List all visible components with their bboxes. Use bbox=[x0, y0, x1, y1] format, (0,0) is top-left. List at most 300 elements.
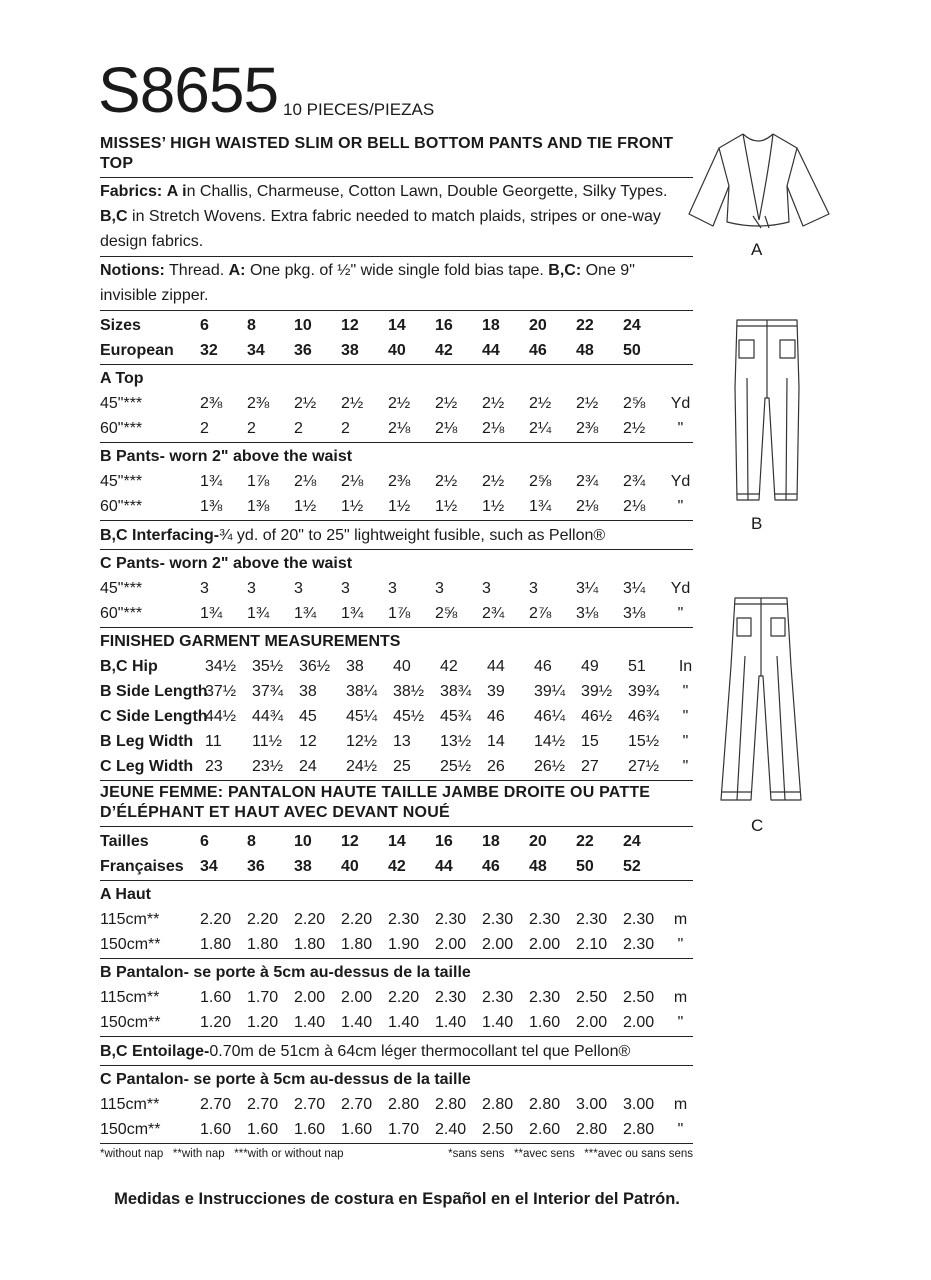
b-pantalon-section bbox=[100, 959, 693, 1037]
footnote-french: *sans sens **avec sens ***avec ou sans sens bbox=[448, 1148, 693, 1160]
value-cell: 2.00 bbox=[623, 1013, 655, 1031]
unit-cell: " bbox=[682, 732, 689, 750]
value-cell: 1.40 bbox=[294, 1013, 326, 1031]
width-label: 150cm** bbox=[100, 1120, 161, 1138]
metric-row bbox=[100, 932, 693, 957]
value-cell: 2.00 bbox=[341, 988, 373, 1006]
size-cell: 36 bbox=[294, 341, 312, 359]
value-cell: 15 bbox=[581, 732, 599, 750]
size-cell: 8 bbox=[247, 316, 256, 334]
size-cell: 10 bbox=[294, 316, 312, 334]
entoilage-text: 0.70m de 51cm à 64cm léger thermocollant tel que Pellon® bbox=[209, 1042, 631, 1060]
interfacing-key: B,C Interfacing- bbox=[100, 526, 220, 544]
value-cell: 2.70 bbox=[294, 1095, 326, 1113]
value-cell: 34½ bbox=[205, 657, 237, 675]
value-cell: 3⅛ bbox=[576, 604, 599, 622]
unit-cell: Yd bbox=[670, 579, 691, 597]
section-title: B Pantalon- se porte à 5cm au-dessus de la taille bbox=[100, 964, 471, 981]
a-haut-section bbox=[100, 881, 693, 959]
value-cell: 1.40 bbox=[482, 1013, 514, 1031]
entoilage-row bbox=[100, 1039, 693, 1064]
sizes-label: Sizes bbox=[100, 316, 141, 334]
yardage-row bbox=[100, 576, 693, 601]
value-cell: 35½ bbox=[252, 657, 284, 675]
section-title: B Pants- worn 2" above the waist bbox=[100, 448, 353, 465]
value-cell: 1¾ bbox=[200, 472, 223, 490]
value-cell: 1¾ bbox=[294, 604, 317, 622]
value-cell: 2½ bbox=[482, 472, 505, 490]
value-cell: 49 bbox=[581, 657, 599, 675]
value-cell: 45¾ bbox=[440, 707, 472, 725]
value-cell: 2.80 bbox=[529, 1095, 561, 1113]
section-title: C Pants- worn 2" above the waist bbox=[100, 555, 353, 572]
metric-row bbox=[100, 1092, 693, 1117]
title-french: JEUNE FEMME: PANTALON HAUTE TAILLE JAMBE DROITE OU PATTE D’ÉLÉPHANT ET HAUT AVEC DEVANT NOUÉ bbox=[100, 781, 693, 827]
interfacing-row bbox=[100, 523, 693, 548]
value-cell: 2¾ bbox=[576, 472, 599, 490]
unit-cell: Yd bbox=[670, 472, 691, 490]
size-cell: 46 bbox=[529, 341, 547, 359]
value-cell: 15½ bbox=[628, 732, 660, 750]
value-cell: 2½ bbox=[435, 472, 458, 490]
size-cell: 16 bbox=[435, 832, 453, 850]
value-cell: 38 bbox=[346, 657, 364, 675]
value-cell: 2.00 bbox=[576, 1013, 608, 1031]
unit-cell: " bbox=[677, 419, 684, 437]
unit-cell: m bbox=[673, 988, 688, 1006]
value-cell: 27 bbox=[581, 757, 599, 775]
width-label: 60"*** bbox=[100, 497, 143, 515]
notions-text-2: One pkg. of ½" wide single fold bias tape. bbox=[245, 262, 549, 279]
pieces-count: 10 PIECES/PIEZAS bbox=[283, 100, 435, 119]
value-cell: 3 bbox=[388, 579, 397, 597]
bc-interfacing-section bbox=[100, 521, 693, 550]
value-cell: 25½ bbox=[440, 757, 472, 775]
size-cell: 22 bbox=[576, 316, 594, 334]
value-cell: 3.00 bbox=[623, 1095, 655, 1113]
value-cell: 1½ bbox=[294, 497, 317, 515]
value-cell: 3 bbox=[294, 579, 303, 597]
value-cell: 1.40 bbox=[435, 1013, 467, 1031]
measurement-row bbox=[100, 729, 693, 754]
value-cell: 2⅛ bbox=[294, 472, 317, 490]
b-pants-section bbox=[100, 443, 693, 521]
value-cell: 1.80 bbox=[294, 935, 326, 953]
width-label: 150cm** bbox=[100, 935, 161, 953]
value-cell: 2⅜ bbox=[576, 419, 599, 437]
size-cell: 24 bbox=[623, 316, 641, 334]
size-cell: 20 bbox=[529, 316, 547, 334]
value-cell: 39¾ bbox=[628, 682, 660, 700]
size-cell: 52 bbox=[623, 857, 641, 875]
value-cell: 2.80 bbox=[482, 1095, 514, 1113]
value-cell: 12½ bbox=[346, 732, 378, 750]
notions-a-key: A: bbox=[228, 262, 246, 279]
notions-label: Notions: bbox=[100, 262, 165, 279]
value-cell: 1.20 bbox=[247, 1013, 279, 1031]
sizes-english bbox=[100, 311, 693, 365]
value-cell: 1⅞ bbox=[388, 604, 411, 622]
value-cell: 1.60 bbox=[294, 1120, 326, 1138]
value-cell: 38½ bbox=[393, 682, 425, 700]
value-cell: 1.70 bbox=[247, 988, 279, 1006]
view-b-label: B bbox=[751, 514, 763, 533]
value-cell: 1.60 bbox=[341, 1120, 373, 1138]
size-cell: 38 bbox=[341, 341, 359, 359]
yardage-row bbox=[100, 494, 693, 519]
value-cell: 1¾ bbox=[247, 604, 270, 622]
value-cell: 13 bbox=[393, 732, 411, 750]
value-cell: 1.70 bbox=[388, 1120, 420, 1138]
size-cell: 14 bbox=[388, 832, 406, 850]
value-cell: 3 bbox=[341, 579, 350, 597]
value-cell: 46½ bbox=[581, 707, 613, 725]
value-cell: 2⅛ bbox=[435, 419, 458, 437]
value-cell: 11½ bbox=[252, 732, 282, 750]
value-cell: 44½ bbox=[205, 707, 237, 725]
measurement-row bbox=[100, 704, 693, 729]
size-cell: 16 bbox=[435, 316, 453, 334]
value-cell: 1.60 bbox=[529, 1013, 561, 1031]
value-cell: 39¼ bbox=[534, 682, 566, 700]
value-cell: 1.60 bbox=[247, 1120, 279, 1138]
metric-row bbox=[100, 1117, 693, 1142]
value-cell: 2.30 bbox=[529, 988, 561, 1006]
bc-entoilage-section bbox=[100, 1037, 693, 1066]
pattern-envelope-back bbox=[100, 134, 693, 1160]
value-cell: 12 bbox=[299, 732, 317, 750]
value-cell: 40 bbox=[393, 657, 411, 675]
measurement-label: B Leg Width bbox=[100, 732, 194, 750]
value-cell: 2.60 bbox=[529, 1120, 561, 1138]
unit-cell: " bbox=[682, 757, 689, 775]
spanish-instructions-note: Medidas e Instrucciones de costura en Español en el Interior del Patrón. bbox=[114, 1190, 680, 1208]
a-top-section bbox=[100, 365, 693, 443]
value-cell: 23½ bbox=[252, 757, 284, 775]
value-cell: 2 bbox=[294, 419, 303, 437]
value-cell: 2.50 bbox=[576, 988, 608, 1006]
value-cell: 2.20 bbox=[294, 910, 326, 928]
size-cell: 10 bbox=[294, 832, 312, 850]
section-title: A Top bbox=[100, 370, 144, 387]
unit-cell: " bbox=[682, 707, 689, 725]
value-cell: 11 bbox=[205, 732, 222, 750]
value-cell: 3 bbox=[482, 579, 491, 597]
sizes-row bbox=[100, 313, 693, 338]
title-english: MISSES’ HIGH WAISTED SLIM OR BELL BOTTOM PANTS AND TIE FRONT TOP bbox=[100, 134, 693, 178]
value-cell: 2.20 bbox=[388, 988, 420, 1006]
fabrics-a-key: A i bbox=[166, 183, 187, 200]
c-pants-section bbox=[100, 550, 693, 628]
value-cell: 2.00 bbox=[482, 935, 514, 953]
size-cell: 14 bbox=[388, 316, 406, 334]
metric-row bbox=[100, 1010, 693, 1035]
value-cell: 2 bbox=[247, 419, 256, 437]
size-cell: 42 bbox=[388, 857, 406, 875]
value-cell: 2⅜ bbox=[200, 394, 223, 412]
size-cell: 36 bbox=[247, 857, 265, 875]
size-cell: 44 bbox=[482, 341, 500, 359]
width-label: 115cm** bbox=[100, 1095, 160, 1113]
size-cell: 18 bbox=[482, 316, 500, 334]
value-cell: 2½ bbox=[623, 419, 646, 437]
value-cell: 2¼ bbox=[529, 419, 552, 437]
value-cell: 2⅛ bbox=[623, 497, 646, 515]
value-cell: 39½ bbox=[581, 682, 613, 700]
fabrics-paragraph bbox=[100, 178, 693, 257]
francaises-row bbox=[100, 854, 693, 879]
value-cell: 39 bbox=[487, 682, 505, 700]
value-cell: 46¼ bbox=[534, 707, 566, 725]
value-cell: 1.20 bbox=[200, 1013, 232, 1031]
measurement-label: B,C Hip bbox=[100, 657, 158, 675]
tailles-row bbox=[100, 829, 693, 854]
value-cell: 23 bbox=[205, 757, 223, 775]
size-cell: 38 bbox=[294, 857, 312, 875]
yardage-row bbox=[100, 416, 693, 441]
value-cell: 2.30 bbox=[529, 910, 561, 928]
size-cell: 6 bbox=[200, 316, 209, 334]
c-pantalon-section bbox=[100, 1066, 693, 1144]
value-cell: 2.80 bbox=[388, 1095, 420, 1113]
value-cell: 2.50 bbox=[623, 988, 655, 1006]
value-cell: 2.70 bbox=[247, 1095, 279, 1113]
value-cell: 2⅝ bbox=[623, 394, 646, 412]
value-cell: 2½ bbox=[388, 394, 411, 412]
value-cell: 1.80 bbox=[341, 935, 373, 953]
size-cell: 32 bbox=[200, 341, 218, 359]
value-cell: 2¾ bbox=[623, 472, 646, 490]
size-cell: 18 bbox=[482, 832, 500, 850]
notions-bc-key: B,C: bbox=[548, 262, 582, 279]
measurement-row bbox=[100, 679, 693, 704]
value-cell: 1⅜ bbox=[200, 497, 223, 515]
value-cell: 45½ bbox=[393, 707, 425, 725]
value-cell: 27½ bbox=[628, 757, 660, 775]
value-cell: 1.60 bbox=[200, 988, 232, 1006]
value-cell: 2.30 bbox=[623, 935, 655, 953]
section-title: C Pantalon- se porte à 5cm au-dessus de la taille bbox=[100, 1071, 471, 1088]
yardage-row bbox=[100, 601, 693, 626]
value-cell: 46 bbox=[534, 657, 552, 675]
size-cell: 12 bbox=[341, 316, 359, 334]
value-cell: 3 bbox=[529, 579, 538, 597]
section-title: FINISHED GARMENT MEASUREMENTS bbox=[100, 633, 401, 650]
value-cell: 3¼ bbox=[576, 579, 599, 597]
value-cell: 2.80 bbox=[435, 1095, 467, 1113]
value-cell: 38 bbox=[299, 682, 317, 700]
section-title: A Haut bbox=[100, 886, 151, 903]
measurement-label: C Side Length bbox=[100, 707, 208, 725]
value-cell: 2.30 bbox=[388, 910, 420, 928]
value-cell: 46 bbox=[487, 707, 505, 725]
pattern-number: S8655 bbox=[98, 54, 279, 126]
value-cell: 3 bbox=[247, 579, 256, 597]
metric-row bbox=[100, 985, 693, 1010]
value-cell: 2⅝ bbox=[435, 604, 458, 622]
footnotes bbox=[100, 1144, 693, 1160]
value-cell: 2.30 bbox=[576, 910, 608, 928]
size-cell: 20 bbox=[529, 832, 547, 850]
value-cell: 1½ bbox=[341, 497, 364, 515]
value-cell: 1⅞ bbox=[247, 472, 270, 490]
francaises-label: Françaises bbox=[100, 857, 184, 875]
size-cell: 46 bbox=[482, 857, 500, 875]
value-cell: 2 bbox=[341, 419, 350, 437]
value-cell: 26 bbox=[487, 757, 505, 775]
size-cell: 44 bbox=[435, 857, 453, 875]
metric-row bbox=[100, 907, 693, 932]
size-cell: 42 bbox=[435, 341, 453, 359]
value-cell: 1½ bbox=[388, 497, 411, 515]
value-cell: 2.50 bbox=[482, 1120, 514, 1138]
value-cell: 2.30 bbox=[623, 910, 655, 928]
value-cell: 2.70 bbox=[341, 1095, 373, 1113]
size-cell: 22 bbox=[576, 832, 594, 850]
value-cell: 25 bbox=[393, 757, 411, 775]
value-cell: 3 bbox=[200, 579, 209, 597]
value-cell: 3⅛ bbox=[623, 604, 646, 622]
value-cell: 2.30 bbox=[435, 988, 467, 1006]
value-cell: 2.80 bbox=[576, 1120, 608, 1138]
size-cell: 24 bbox=[623, 832, 641, 850]
view-a-top-sketch bbox=[683, 128, 833, 234]
measurement-label: C Leg Width bbox=[100, 757, 194, 775]
value-cell: 2.00 bbox=[435, 935, 467, 953]
width-label: 60"*** bbox=[100, 419, 143, 437]
yardage-row bbox=[100, 469, 693, 494]
european-sizes-row bbox=[100, 338, 693, 363]
unit-cell: In bbox=[678, 657, 693, 675]
finished-measurements-section bbox=[100, 628, 693, 781]
value-cell: 2½ bbox=[482, 394, 505, 412]
value-cell: 45¼ bbox=[346, 707, 378, 725]
value-cell: 2.10 bbox=[576, 935, 608, 953]
fabrics-bc-text: in Stretch Wovens. Extra fabric needed to match plaids, stripes or one-way design fabrics. bbox=[100, 208, 661, 250]
width-label: 115cm** bbox=[100, 988, 160, 1006]
value-cell: 24½ bbox=[346, 757, 378, 775]
size-cell: 34 bbox=[247, 341, 265, 359]
sizes-french bbox=[100, 827, 693, 881]
value-cell: 2½ bbox=[576, 394, 599, 412]
value-cell: 2.80 bbox=[623, 1120, 655, 1138]
value-cell: 2⅛ bbox=[388, 419, 411, 437]
value-cell: 1¾ bbox=[200, 604, 223, 622]
value-cell: 1½ bbox=[435, 497, 458, 515]
value-cell: 2¾ bbox=[482, 604, 505, 622]
value-cell: 42 bbox=[440, 657, 458, 675]
value-cell: 1.60 bbox=[200, 1120, 232, 1138]
value-cell: 1½ bbox=[482, 497, 505, 515]
tailles-label: Tailles bbox=[100, 832, 149, 850]
value-cell: 1.90 bbox=[388, 935, 420, 953]
size-cell: 40 bbox=[388, 341, 406, 359]
value-cell: 2½ bbox=[529, 394, 552, 412]
size-cell: 8 bbox=[247, 832, 256, 850]
size-cell: 50 bbox=[623, 341, 641, 359]
value-cell: 46¾ bbox=[628, 707, 660, 725]
value-cell: 2⅝ bbox=[529, 472, 552, 490]
width-label: 115cm** bbox=[100, 910, 160, 928]
value-cell: 2.30 bbox=[482, 988, 514, 1006]
unit-cell: " bbox=[677, 497, 684, 515]
unit-cell: " bbox=[682, 682, 689, 700]
value-cell: 14 bbox=[487, 732, 505, 750]
value-cell: 36½ bbox=[299, 657, 331, 675]
width-label: 60"*** bbox=[100, 604, 143, 622]
interfacing-text: ¾ yd. of 20" to 25" lightweight fusible, such as Pellon® bbox=[219, 526, 606, 544]
value-cell: 13½ bbox=[440, 732, 472, 750]
measurement-row bbox=[100, 754, 693, 779]
european-label: European bbox=[100, 341, 174, 359]
size-cell: 34 bbox=[200, 857, 218, 875]
size-cell: 40 bbox=[341, 857, 359, 875]
view-b-pants-sketch bbox=[727, 318, 807, 504]
measurement-row bbox=[100, 654, 693, 679]
size-cell: 50 bbox=[576, 857, 594, 875]
value-cell: 2.00 bbox=[529, 935, 561, 953]
value-cell: 44 bbox=[487, 657, 505, 675]
value-cell: 26½ bbox=[534, 757, 566, 775]
value-cell: 2.40 bbox=[435, 1120, 467, 1138]
value-cell: 1.80 bbox=[200, 935, 232, 953]
yardage-row bbox=[100, 391, 693, 416]
view-a-label: A bbox=[751, 240, 763, 259]
value-cell: 2½ bbox=[435, 394, 458, 412]
unit-cell: m bbox=[673, 1095, 688, 1113]
view-c-label: C bbox=[751, 816, 764, 835]
fabrics-label: Fabrics: bbox=[100, 183, 163, 200]
unit-cell: Yd bbox=[670, 394, 691, 412]
value-cell: 45 bbox=[299, 707, 317, 725]
notions-text-3: One 9" invisible zipper. bbox=[100, 262, 635, 304]
measurement-label: B Side Length bbox=[100, 682, 208, 700]
width-label: 45"*** bbox=[100, 579, 143, 597]
value-cell: 37½ bbox=[205, 682, 237, 700]
value-cell: 2.20 bbox=[200, 910, 232, 928]
value-cell: 3 bbox=[435, 579, 444, 597]
value-cell: 2⅛ bbox=[482, 419, 505, 437]
value-cell: 2½ bbox=[341, 394, 364, 412]
value-cell: 38¾ bbox=[440, 682, 472, 700]
notions-paragraph bbox=[100, 257, 693, 311]
value-cell: 2⅜ bbox=[388, 472, 411, 490]
fabrics-bc-key: B,C bbox=[100, 208, 128, 225]
unit-cell: " bbox=[677, 935, 684, 953]
value-cell: 2⅛ bbox=[576, 497, 599, 515]
value-cell: 38¼ bbox=[346, 682, 378, 700]
size-cell: 48 bbox=[529, 857, 547, 875]
value-cell: 1.80 bbox=[247, 935, 279, 953]
size-cell: 48 bbox=[576, 341, 594, 359]
value-cell: 24 bbox=[299, 757, 317, 775]
value-cell: 2.20 bbox=[341, 910, 373, 928]
value-cell: 44¾ bbox=[252, 707, 284, 725]
value-cell: 2.30 bbox=[435, 910, 467, 928]
value-cell: 2⅞ bbox=[529, 604, 552, 622]
unit-cell: " bbox=[677, 1120, 684, 1138]
width-label: 45"*** bbox=[100, 472, 143, 490]
unit-cell: " bbox=[677, 1013, 684, 1031]
value-cell: 2⅜ bbox=[247, 394, 270, 412]
value-cell: 14½ bbox=[534, 732, 566, 750]
value-cell: 51 bbox=[628, 657, 646, 675]
value-cell: 3¼ bbox=[623, 579, 646, 597]
view-c-pants-sketch bbox=[719, 596, 803, 806]
value-cell: 1⅜ bbox=[247, 497, 270, 515]
value-cell: 37¾ bbox=[252, 682, 284, 700]
value-cell: 1.40 bbox=[341, 1013, 373, 1031]
